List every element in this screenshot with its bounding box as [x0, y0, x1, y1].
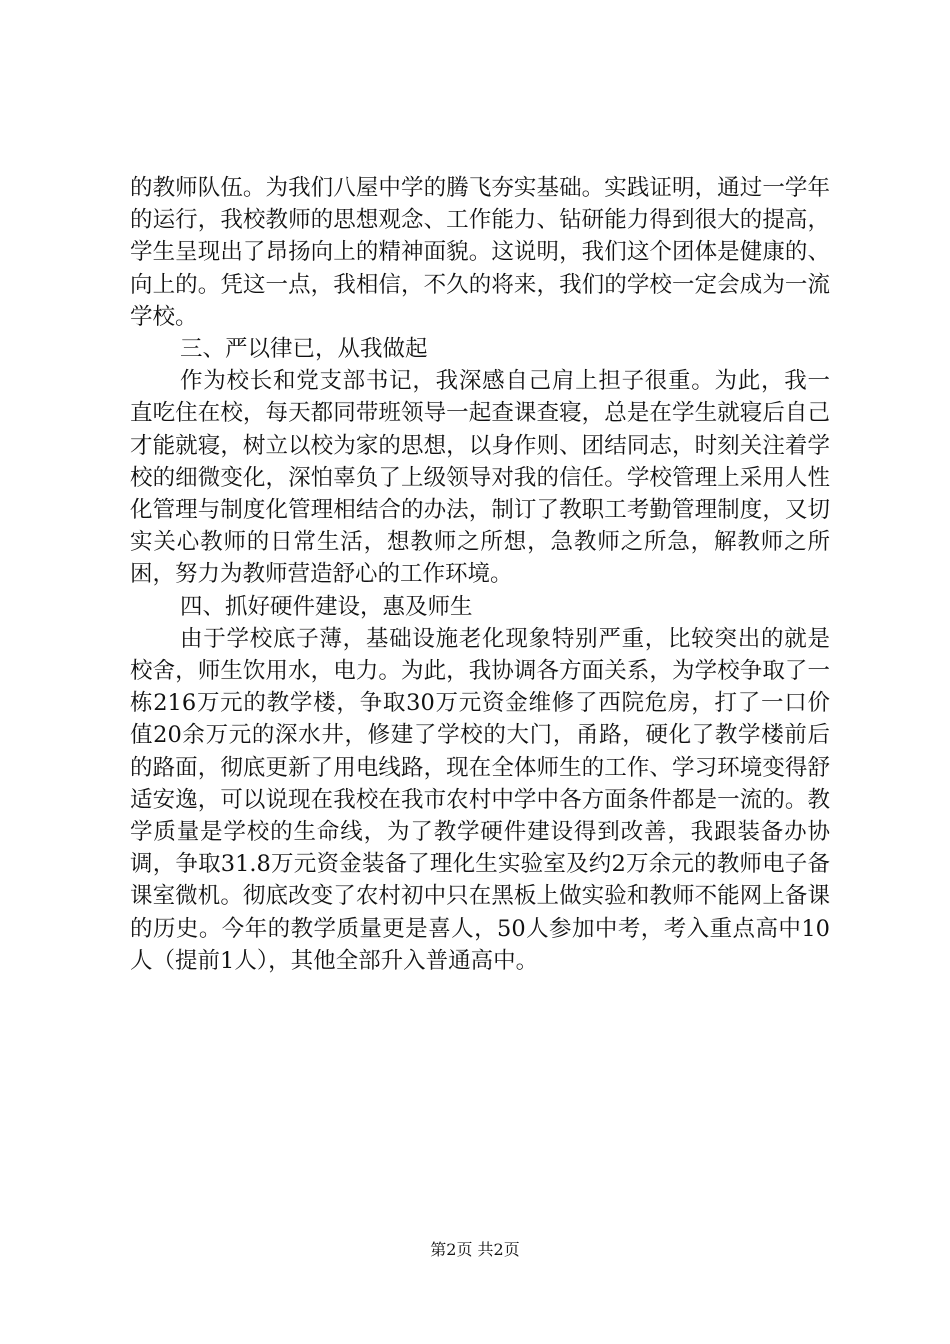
document-body — [130, 172, 830, 977]
paragraph-1: 的教师队伍。为我们八屋中学的腾飞夯实基础。实践证明，通过一学年的运行，我校教师的思想观念、工作能力、钻研能力得到很大的提高，学生呈现出了昂扬向上的精神面貌。这说明，我们这个团体是健康的、向上的。凭这一点，我相信，不久的将来，我们的学校一定会成为一流学校。 — [130, 175, 830, 330]
page-number-footer: 第2页 共2页 — [430, 1240, 520, 1259]
paragraph-2: 作为校长和党支部书记，我深感自己肩上担子很重。为此，我一直吃住在校，每天都同带班领导一起查课查寝，总是在学生就寝后自己才能就寝，树立以校为家的思想，以身作则、团结同志，时刻关注着学校的细微变化，深怕辜负了上级领导对我的信任。学校管理上采用人性化管理与制度化管理相结合的办法，制订了教职工考勤管理制度，又切实关心教师的日常生活，想教师之所想，急教师之所急，解教师之所困，努力为教师营造舒心的工作环境。 — [130, 368, 830, 588]
section-heading-3: 三、严以律已，从我做起 — [180, 336, 428, 363]
paragraph-3: 由于学校底子薄，基础设施老化现象特别严重，比较突出的就是校舍，师生饮用水，电力。为此，我协调各方面关系，为学校争取了一栋216万元的教学楼，争取30万元资金维修了西院危房，打了一口价值20余万元的深水井，修建了学校的大门，甬路，硬化了教学楼前后的路面，彻底更新了用电线路，现在全体师生的工作、学习环境变得舒适安逸，可以说现在我校在我市农村中学中各方面条件都是一流的。教学质量是学校的生命线，为了教学硬件建设得到改善，我跟装备办协调，争取31.8万元资金装备了理化生实验室及约2万余元的教师电子备课室微机。彻底改变了农村初中只在黑板上做实验和教师不能网上备课的历史。今年的教学质量更是喜人，50人参加中考，考入重点高中10人（提前1人），其他全部升入普通高中。 — [130, 625, 830, 974]
section-heading-4: 四、抓好硬件建设，惠及师生 — [180, 593, 473, 620]
